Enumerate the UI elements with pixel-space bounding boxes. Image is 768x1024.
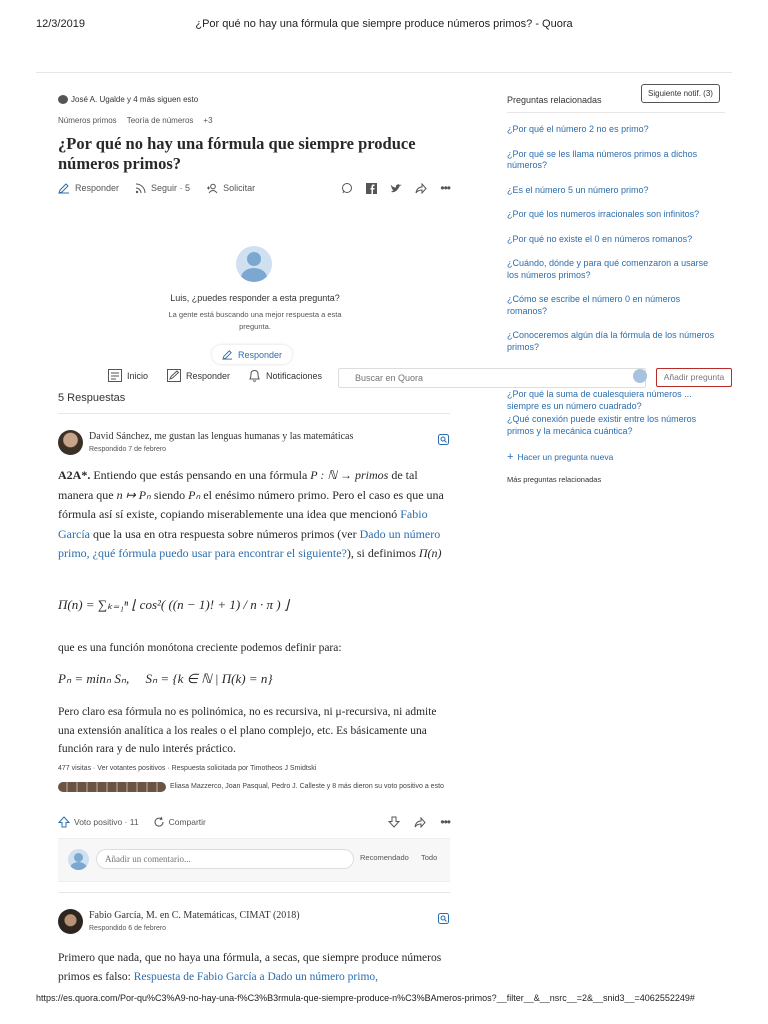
- share-icons: [341, 181, 450, 195]
- answer-link[interactable]: Respuesta de Fabio García a Dado un número primo,: [133, 971, 379, 983]
- request-action-label: Solicitar: [223, 183, 256, 193]
- print-url: https://es.quora.com/Por-qu%C3%A9-no-hay-una-f%C3%B3rmula-que-siempre-produce-n%C3%BAmeros-primos?__filter__&__nsrc__=2&__snid3__=4062552249#: [36, 993, 695, 1003]
- comment-icon[interactable]: [341, 182, 353, 194]
- nav-home[interactable]: [108, 369, 148, 382]
- math-inline: Π(n): [418, 546, 442, 560]
- add-person-icon: [206, 183, 218, 194]
- top-divider: [36, 72, 732, 73]
- answer-author[interactable]: David Sánchez, me gustan las lenguas humanas y las matemáticas: [89, 431, 354, 442]
- pencil-square-icon: [167, 369, 181, 382]
- related-question-link[interactable]: ¿Conoceremos algún día la fórmula de los números primos?: [507, 330, 715, 352]
- answer-prompt-sub: La gente está buscando una mejor respuesta a esta pregunta.: [168, 310, 342, 331]
- facebook-icon[interactable]: [366, 183, 377, 194]
- rss-icon: [135, 183, 146, 194]
- nav-notifications-label: Notificaciones: [266, 370, 323, 381]
- text-run: ), si definimos: [346, 546, 419, 560]
- translate-icon[interactable]: [438, 913, 449, 924]
- home-feed-icon: [108, 369, 122, 382]
- related-list: [507, 124, 722, 366]
- bell-icon: [248, 369, 261, 382]
- question-link[interactable]: Dado un número primo, ¿qué fórmula puedo usar para encontrar el siguiente?: [58, 526, 441, 560]
- text-run: siendo: [150, 487, 189, 502]
- nav-answer[interactable]: [167, 369, 230, 382]
- math-inline: Pₙ: [188, 487, 201, 502]
- answer2-body: [58, 949, 448, 987]
- nav-notifications[interactable]: [248, 369, 322, 382]
- answers-count: 5 Respuestas: [58, 392, 126, 404]
- translate-icon[interactable]: [438, 434, 449, 445]
- related-question-link[interactable]: ¿Por qué los numeros irracionales son infinitos?: [507, 209, 700, 219]
- upvote-arrow-icon: [58, 816, 70, 828]
- nav-answer-label: Responder: [186, 370, 231, 381]
- topic-chip[interactable]: Teoría de números: [126, 116, 194, 125]
- math-inline: n ↦ Pₙ: [116, 487, 151, 502]
- upvote-button[interactable]: [58, 816, 139, 828]
- follow-action[interactable]: [135, 183, 190, 194]
- related-question-link[interactable]: ¿Cómo se escribe el número 0 en números romanos?: [507, 294, 681, 316]
- nav-home-label: Inicio: [127, 370, 149, 381]
- divider: [58, 892, 450, 893]
- voters-text: Eliasa Mazzerco, Joan Pasqual, Pedro J. Calleste y 8 más dieron su voto positivo a esto: [170, 783, 444, 790]
- author-avatar[interactable]: [58, 430, 83, 455]
- refresh-share-icon: [153, 816, 165, 828]
- answer-date[interactable]: Respondido 6 de febrero: [89, 925, 167, 932]
- downvote-arrow-icon[interactable]: [388, 816, 400, 828]
- text-run: el enésimo número primo. Pero el caso es que una fórmula así sí existe, copiando miserablemente una idea que mencionó: [58, 487, 444, 521]
- author-link[interactable]: Fabio García: [58, 507, 428, 541]
- print-title: ¿Por qué no hay una fórmula que siempre produce números primos? - Quora: [195, 18, 573, 30]
- comment-sort-recommended[interactable]: Recomendado: [360, 853, 409, 862]
- answer-date[interactable]: Respondido 7 de febrero: [89, 446, 167, 453]
- answer-body-paragraph-2: que es una función monótona creciente podemos definir para:: [58, 642, 342, 654]
- more-options-icon[interactable]: •••: [440, 181, 450, 195]
- more-related-link[interactable]: Más preguntas relacionadas: [507, 475, 602, 484]
- pencil-icon: [222, 349, 233, 360]
- answer-side-actions: [388, 815, 450, 829]
- related-question-link[interactable]: ¿Por qué se les llama números primos a dichos números?: [507, 148, 698, 170]
- user-avatar: [236, 246, 272, 282]
- answer-prompt-text: Luis, ¿puedes responder a esta pregunta?: [170, 293, 340, 303]
- next-notification-button[interactable]: Siguiente notif. (3): [641, 84, 720, 103]
- share-button[interactable]: [153, 816, 206, 828]
- answer-body-paragraph-1: [58, 466, 450, 564]
- related-question-link[interactable]: ¿Por qué la suma de cualesquiera números ... siempre es un número cuadrado?: [507, 389, 692, 411]
- math-inline: P : ℕ → primos: [310, 468, 389, 482]
- author-avatar[interactable]: [58, 909, 83, 934]
- twitter-icon[interactable]: [390, 183, 402, 194]
- answer-author[interactable]: Fabio García, M. en C. Matemáticas, CIMAT (2018): [89, 910, 300, 921]
- share-arrow-icon[interactable]: [414, 817, 426, 828]
- comment-input[interactable]: [96, 849, 354, 869]
- followers-text: José A. Ugalde y 4 más siguen esto: [71, 95, 199, 104]
- related-question-link[interactable]: ¿Es el número 5 un número primo?: [507, 184, 649, 195]
- text-run: Entiendo que estás pensando en una fórmula: [90, 468, 311, 482]
- commenter-avatar: [68, 849, 89, 870]
- answer-action[interactable]: [58, 182, 119, 194]
- answer-action-bar: [58, 815, 450, 829]
- prompt-answer-button[interactable]: [212, 345, 292, 364]
- related-question-link[interactable]: ¿Por qué el número 2 no es primo?: [507, 124, 649, 134]
- share-label: Compartir: [168, 817, 206, 827]
- comment-box: [58, 838, 450, 882]
- topic-chip[interactable]: Números primos: [58, 116, 117, 125]
- followers-line[interactable]: [58, 95, 198, 104]
- formula-pi: Π(n) = ∑ₖ₌₁ⁿ ⌊ cos²( ((n − 1)! + 1) / n · π ) ⌋: [58, 597, 289, 612]
- text-run: que la usa en otra respuesta sobre números primos (ver: [89, 526, 360, 541]
- related-question-link[interactable]: ¿Cuándo, dónde y para qué comenzaron a usarse los números primos?: [507, 258, 709, 280]
- question-action-bar: [58, 181, 450, 195]
- topic-chip[interactable]: +3: [203, 116, 213, 125]
- share-arrow-icon[interactable]: [415, 183, 427, 194]
- a2a-label: A2A*.: [58, 468, 91, 482]
- plus-icon: +: [507, 451, 514, 463]
- voters-line[interactable]: [58, 782, 458, 792]
- profile-avatar[interactable]: [633, 369, 647, 383]
- divider: [507, 112, 725, 113]
- follow-action-label: Seguir · 5: [151, 183, 191, 193]
- divider: [58, 413, 450, 414]
- new-question-label: Hacer un pregunta nueva: [517, 452, 614, 462]
- comment-sort-all[interactable]: Todo: [421, 853, 438, 862]
- new-question-link[interactable]: [507, 451, 613, 463]
- avatars-icon: [58, 95, 68, 104]
- request-action[interactable]: [206, 183, 255, 194]
- answer-stats[interactable]: 477 visitas · Ver votantes positivos · Respuesta solicitada por Timotheos J Smidtski: [58, 765, 317, 772]
- search-input[interactable]: [338, 368, 646, 388]
- answer-action-label: Responder: [75, 183, 120, 193]
- related-heading: Preguntas relacionadas: [507, 95, 602, 105]
- question-title: ¿Por qué no hay una fórmula que siempre produce números primos?: [58, 134, 416, 173]
- text-run: Primero que nada, que no haya una fórmula, a secas, que siempre produce números primos es falso:: [58, 952, 442, 983]
- answer-body-paragraph-3: Pero claro esa fórmula no es polinómica, no es recursiva, ni μ-recursiva, ni admite una extensión analítica a los reales o el plano complejo, etc. Es básicamente una función rara y de nulo interés práctico.: [58, 706, 437, 755]
- pencil-icon: [58, 182, 70, 194]
- add-question-button[interactable]: Añadir pregunta: [656, 368, 732, 387]
- prompt-answer-label: Responder: [238, 349, 283, 360]
- related-question-link[interactable]: ¿Qué conexión puede existir entre los números primos y la mecánica cuántica?: [507, 414, 697, 436]
- topic-list: [58, 116, 213, 125]
- related-question-link[interactable]: ¿Por qué no existe el 0 en números romanos?: [507, 233, 693, 244]
- more-options-icon[interactable]: •••: [440, 815, 450, 829]
- voter-avatars-icon: [58, 782, 166, 792]
- text-run: de tal manera que: [58, 468, 418, 502]
- formula-pn: Pₙ = minₙ Sₙ, Sₙ = {k ∈ ℕ | Π(k) = n}: [58, 671, 273, 686]
- upvote-label: Voto positivo · 11: [74, 817, 139, 827]
- print-date: 12/3/2019: [36, 18, 85, 30]
